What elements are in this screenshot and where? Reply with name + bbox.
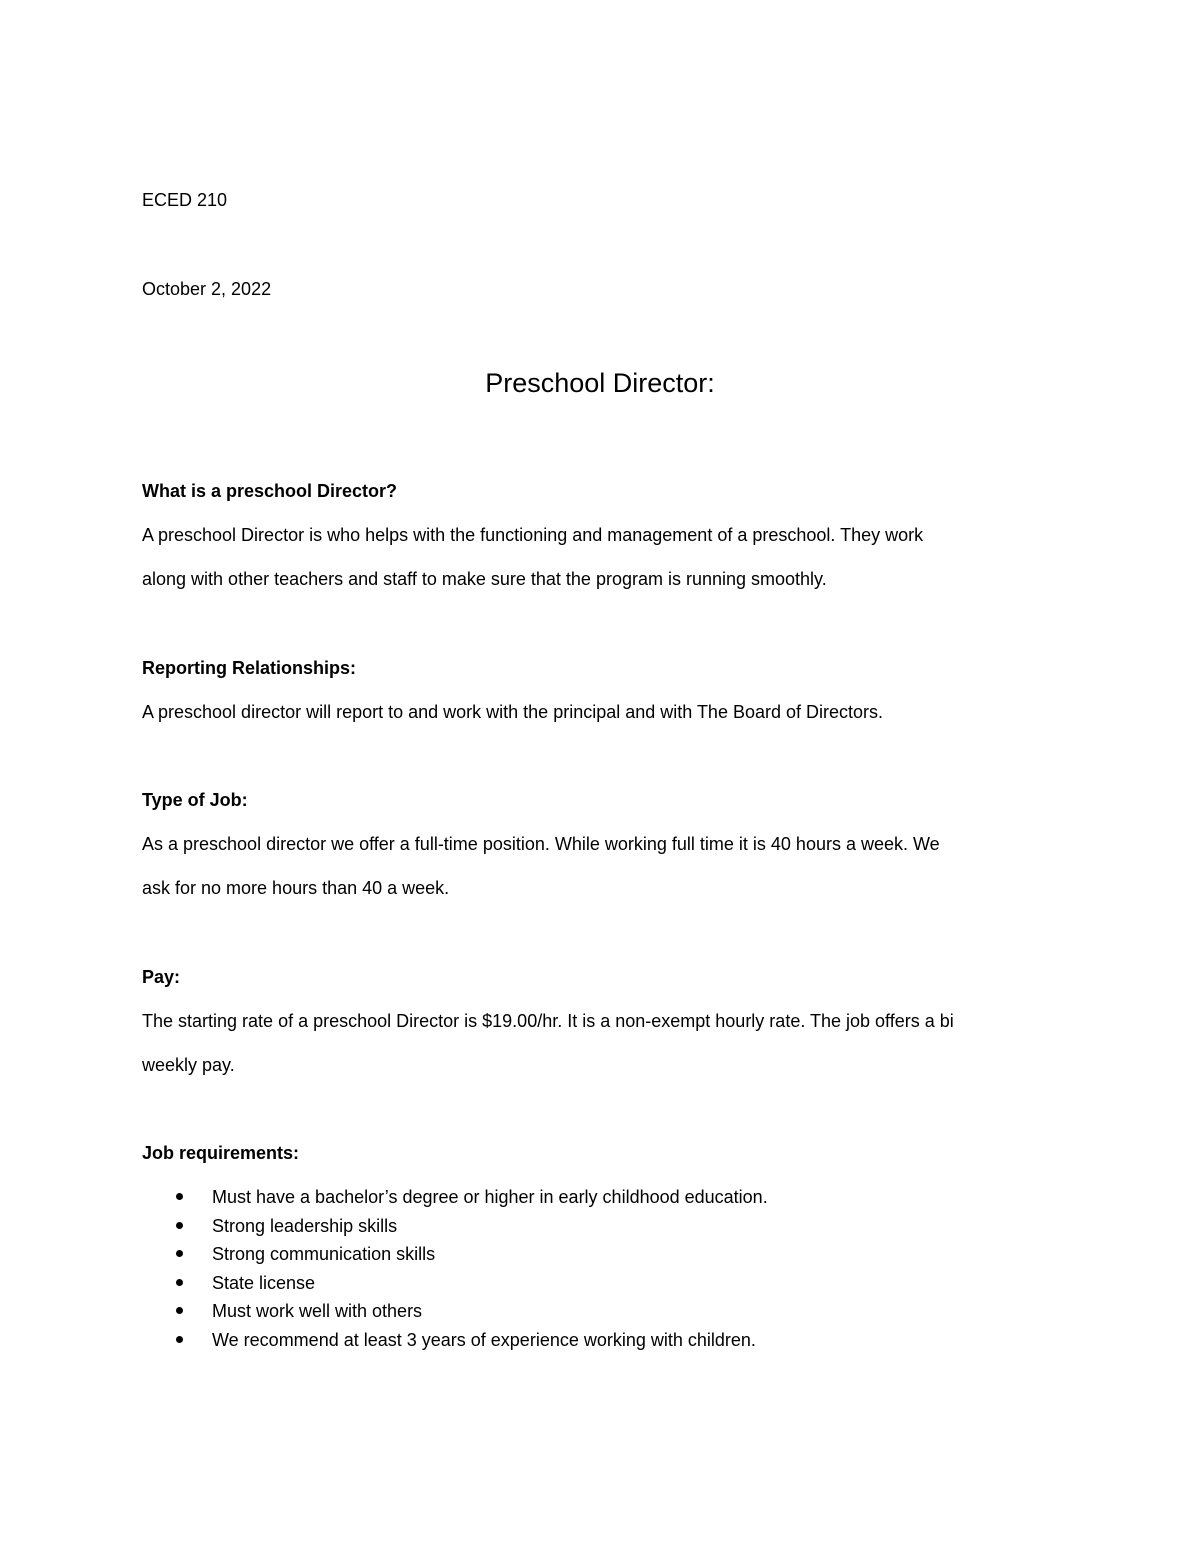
list-item bbox=[142, 1269, 768, 1298]
document-title: Preschool Director: bbox=[485, 368, 715, 398]
section-heading-pay: Pay: bbox=[142, 967, 181, 987]
list-item bbox=[142, 1240, 768, 1269]
bullet-icon bbox=[176, 1222, 183, 1229]
section-heading-reporting: Reporting Relationships: bbox=[142, 658, 357, 678]
requirements-list bbox=[142, 1183, 768, 1355]
bullet-icon bbox=[176, 1193, 183, 1200]
section-heading-job-type: Type of Job: bbox=[142, 790, 248, 810]
list-item bbox=[142, 1212, 768, 1241]
list-item bbox=[142, 1326, 768, 1355]
list-item bbox=[142, 1183, 768, 1212]
list-item-text: We recommend at least 3 years of experience working with children. bbox=[212, 1329, 756, 1350]
list-item-text: Must have a bachelor’s degree or higher in early childhood education. bbox=[212, 1187, 768, 1207]
list-item-text: Must work well with others bbox=[212, 1301, 423, 1322]
document-date: October 2, 2022 bbox=[142, 279, 272, 299]
bullet-icon bbox=[176, 1336, 183, 1343]
paragraph-line: along with other teachers and staff to make sure that the program is running smoothly. bbox=[142, 569, 827, 589]
paragraph-line: The starting rate of a preschool Director is $19.00/hr. It is a non-exempt hourly rate. The job offers a bi bbox=[142, 1011, 954, 1031]
course-code: ECED 210 bbox=[142, 190, 228, 210]
paragraph-line: weekly pay. bbox=[142, 1055, 235, 1075]
paragraph-line: ask for no more hours than 40 a week. bbox=[142, 878, 450, 898]
paragraph-line: A preschool Director is who helps with the functioning and management of a preschool. They work bbox=[142, 525, 924, 545]
list-item-text: Strong communication skills bbox=[212, 1244, 436, 1265]
list-item-text: Strong leadership skills bbox=[212, 1215, 398, 1236]
list-item bbox=[142, 1297, 768, 1326]
bullet-icon bbox=[176, 1250, 183, 1257]
paragraph-line: As a preschool director we offer a full-time position. While working full time it is 40 hours a week. We bbox=[142, 834, 940, 854]
paragraph-line: A preschool director will report to and work with the principal and with The Board of Directors. bbox=[142, 702, 884, 722]
list-item-text: State license bbox=[212, 1272, 316, 1293]
section-heading-what-is: What is a preschool Director? bbox=[142, 481, 398, 501]
bullet-icon bbox=[176, 1307, 183, 1314]
section-heading-requirements: Job requirements: bbox=[142, 1143, 300, 1163]
bullet-icon bbox=[176, 1279, 183, 1286]
